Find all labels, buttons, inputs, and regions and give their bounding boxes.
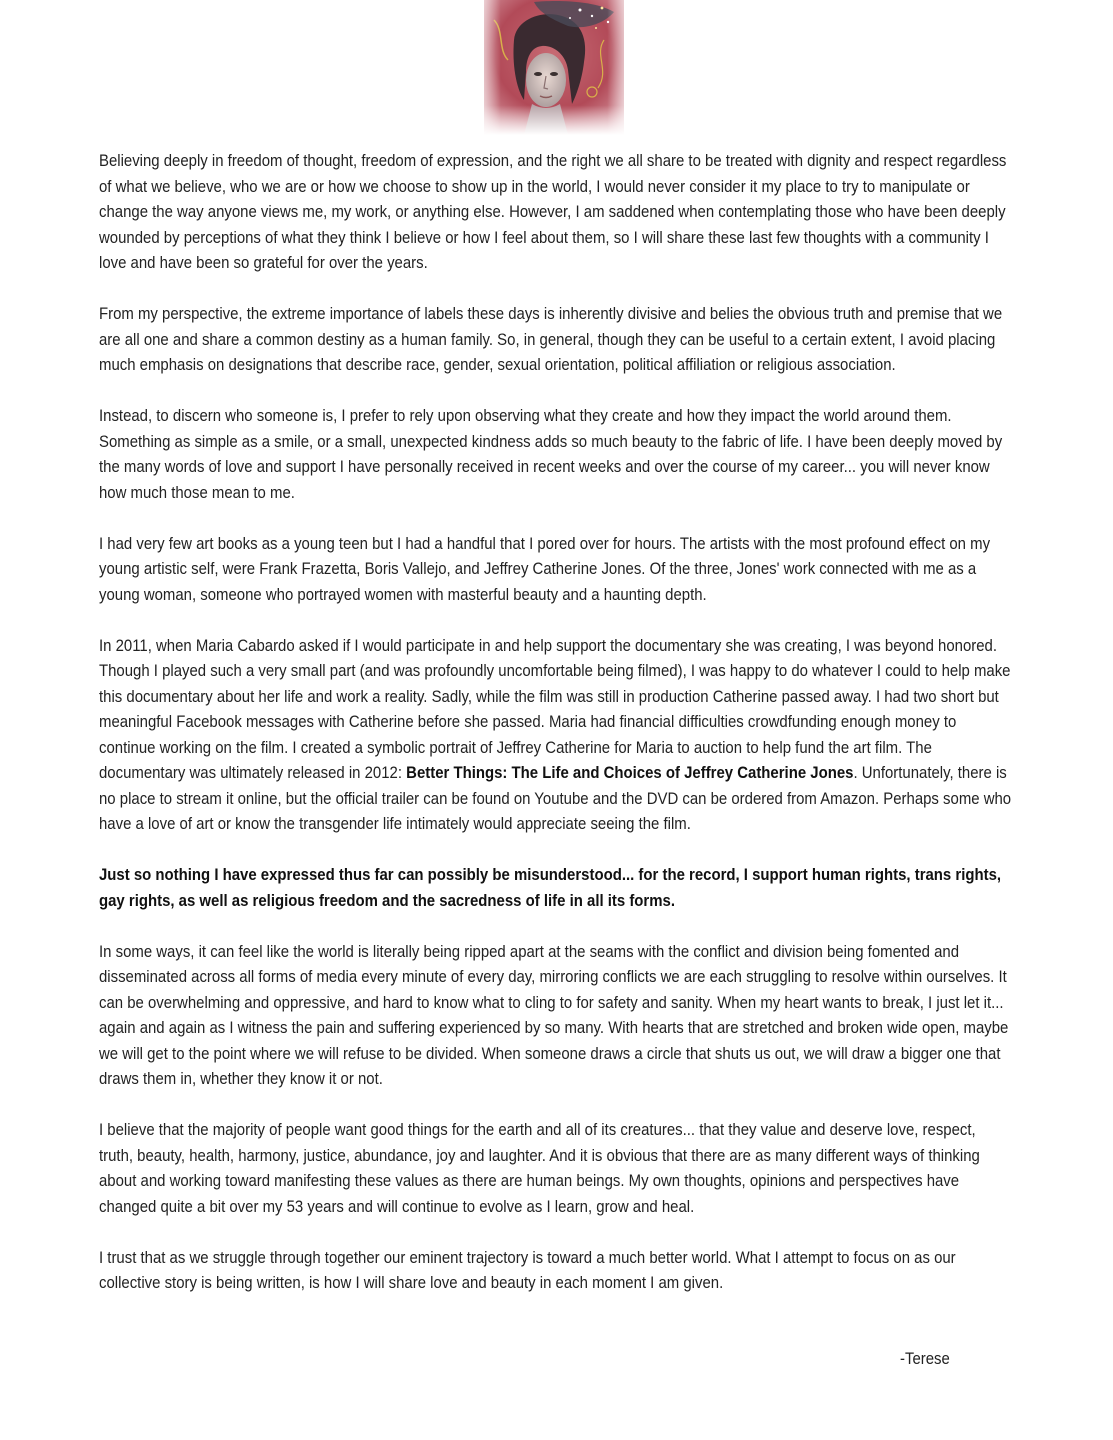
documentary-title: Better Things: The Life and Choices of Jeffrey Catherine Jones	[406, 763, 854, 782]
paragraph-documentary	[99, 633, 1013, 837]
paragraph-statement: Just so nothing I have expressed thus far can possibly be misunderstood... for the record, I support human rights, trans rights, gay rights, as well as religious freedom and the sacredness of life in all its forms.	[99, 865, 1002, 910]
portrait-image	[484, 0, 624, 135]
paragraph-labels: From my perspective, the extreme importance of labels these days is inherently divisive and belies the obvious truth and premise that we are all one and share a common destiny as a human family. So, in general, though they can be useful to a certain extent, I avoid placing much emphasis on designations that describe race, gender, sexual orientation, political affiliation or religious association.	[99, 304, 1003, 374]
paragraph-discern: Instead, to discern who someone is, I prefer to rely upon observing what they create and how they impact the world around them. Something as simple as a smile, or a small, unexpected kindness adds so much beauty to the fabric of life. I have been deeply moved by the many words of love and support I have personally received in recent weeks and over the course of my career... you will never know how much those mean to me.	[99, 406, 1003, 502]
signature: -Terese	[900, 1349, 950, 1368]
documentary-text-end: . Unfortunately, there is no place to stream it online, but the official trailer can be found on Youtube and the DVD can be ordered from Amazon. Perhaps some who have a love of art or know the transgender life intimately would appreciate seeing the film.	[99, 763, 1012, 833]
documentary-text-start: In 2011, when Maria Cabardo asked if I would participate in and help support the documentary she was creating, I was beyond honored. Though I played such a very small part (and was profoundly uncomfortable being filmed), I was happy to do whatever I could to help make this documentary about her life and work a reality. Sadly, while the film was still in production Catherine passed away. I had two short but meaningful Facebook messages with Catherine before she passed. Maria had financial difficulties crowdfunding enough money to continue working on the film. I created a symbolic portrait of Jeffrey Catherine for Maria to auction to help fund the art film. The documentary was ultimately released in 2012:	[99, 635, 1011, 782]
portrait-painting-icon	[484, 0, 624, 135]
paragraph-trust: I trust that as we struggle through together our eminent trajectory is toward a much better world. What I attempt to focus on as our collective story is being written, is how I will share love and beauty in each moment I am given.	[99, 1247, 956, 1292]
paragraph-freedom: Believing deeply in freedom of thought, freedom of expression, and the right we all share to be treated with dignity and respect regardless of what we believe, who we are or how we choose to show up in the world, I would never consider it my place to try to manipulate or change the way anyone views me, my work, or anything else. However, I am saddened when contemplating those who have been deeply wounded by perceptions of what they think I believe or how I feel about them, so I will share these last few thoughts with a community I love and have been so grateful for over the years.	[99, 151, 1007, 272]
paragraph-belief: I believe that the majority of people want good things for the earth and all of its creatures... that they value and deserve love, respect, truth, beauty, health, harmony, justice, abundance, joy and laughter. And it is obvious that there are as many different ways of thinking about and working toward manifesting these values as there are human beings. My own thoughts, opinions and perspectives have changed quite a bit over my 53 years and will continue to evolve as I learn, grow and heal.	[99, 1120, 980, 1216]
letter-body	[99, 148, 1013, 1321]
paragraph-art-books: I had very few art books as a young teen but I had a handful that I pored over for hours. The artists with the most profound effect on my young artistic self, were Frank Frazetta, Boris Vallejo, and Jeffrey Catherine Jones. Of the three, Jones' work connected with me as a young woman, someone who portrayed women with masterful beauty and a haunting depth.	[99, 533, 991, 604]
paragraph-world: In some ways, it can feel like the world is literally being ripped apart at the seams with the conflict and division being fomented and disseminated across all forms of media every minute of every day, mirroring conflicts we are each struggling to resolve within ourselves. It can be overwhelming and oppressive, and hard to know what to cling to for safety and sanity. When my heart wants to break, I just let it... again and again as I witness the pain and suffering experienced by so many. With hearts that are stretched and broken wide open, maybe we will get to the point where we will refuse to be divided. When someone draws a circle that shuts us out, we will draw a bigger one that draws them in, whether they know it or not.	[99, 941, 1009, 1088]
